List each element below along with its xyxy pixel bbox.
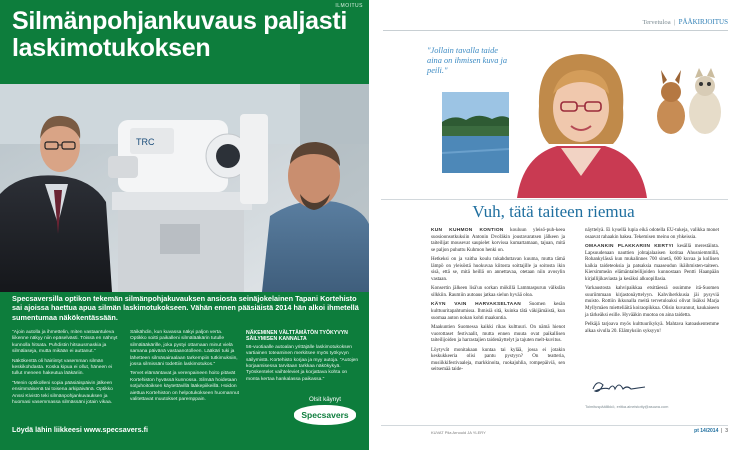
page-footer: pt 14/2014 | 3: [694, 428, 728, 434]
article-paragraph: KÄYN VAIN HARVAKSELTAAN Suomen kesän kulttuuritapahtumissa. Ihmisiä sitä, kuinka tätä väkijämäistä, kun suomaa auton nokan kohti maakuntia.: [431, 302, 565, 321]
kicker-section: Tervetuloa: [642, 19, 671, 26]
ad-paragraph: Säikähdin, kun kuvassa näkyi paljon verta. Optikko soitti paikalleni silmälääkärin tutulle silmälääkärille, joka pystyi ottamaan minut vielä samana päivänä vastaanotolleen. Lääkäri tuki ja lähetteen silmäsairaalaan tarkempiin tutkimuksiin, jossa silmissäni todettiin laskimotukos.": [130, 330, 238, 368]
article-title: Vuh, tätä taiteen riemua: [472, 202, 635, 221]
photo-credit: KUVAT Piia Arnould JA YLERY: [431, 430, 486, 435]
kicker-label: PÄÄKIRJOITUS: [678, 18, 728, 26]
pull-quote: "Jollain tavalla taide aina on ihmisen kuva ja peili.": [427, 46, 508, 75]
article-paragraph: Varkaustosta kahvipaikkaa etsittäessä osuimme itä-Suomen suuriimmaan kirjastonäyttelyyn. Kahviherkkusia jäi pysyviä muisto. Rottiin ikkunalla meitä tervetuloaksi olivat lisäksi Marja Myllymäen mietteliäitä koiraopikkua. Olisin kuvannut, kaukaiseen ja tärkeäksi esille. Hyvääkin muotoa on aina taidetta.: [585, 286, 719, 318]
editorial-page: [369, 0, 738, 450]
title-divider: [381, 199, 728, 200]
ad-paragraph: "Menin optikolleni sopia pääsiäispäivin jälkeen ensimmäisenä tai toisena arkipäivänä. Optikko Anssi Kivistö teki silmänpohjankuvauksen ja huomasi vasemmassa silmässäni jotain vikaa.: [12, 380, 113, 406]
kicker-divider: [383, 30, 728, 31]
article-paragraph: Hetkeksi on ja vaitha koulu tukahduttavan kuuma, mutta tämä lämpö on yleisöstä huokuvaa kiitosta soittajille ja soitosta ikin sisä, että se, mitä heillä on annettavaa, otetaan niin avosylin vastaan.: [431, 257, 565, 282]
svg-text:TRC: TRC: [136, 137, 155, 147]
ad-column-2: [130, 330, 240, 406]
ad-website-link[interactable]: Löydä lähin liikkeesi www.specsavers.fi: [12, 425, 148, 434]
footer-divider: [381, 425, 728, 426]
article-paragraph: OMAANKIN PLAKKARIIN KERTYI kesällä merestäinta. Lapsuudenaan nauttien johtajalaaisen kotitaa Ahusniemmillä, Rohankylässä kun mukalinnes 700 sinetä, 600 kuvaa ja kollisen kaikia taideteoksia ja patsaksia maaseudun ikäihmisten-taiteen. Kiersimmeän elämäntaiteilijoiden kunnostaan Pentti Haanpään kirjallijikaviasta ja kesäksi alkuopillasia.: [585, 244, 719, 282]
author-email[interactable]: Toimituspäällikkö, eritka.aineistotty@asuwa.com: [585, 404, 669, 409]
section-kicker: Tervetuloa | PÄÄKIRJOITUS: [642, 18, 728, 26]
ad-headline: Silmänpohjankuvaus paljasti laskimotukoksen: [12, 7, 348, 62]
ad-photo: [0, 84, 369, 292]
ad-tag: ILMOITUS: [335, 3, 363, 9]
ad-brand: [292, 396, 358, 425]
ceramic-figurines-photo: [647, 62, 729, 138]
article-paragraph: Pelkäjä tarjoava myös kulttuurikykyä. Mahtava katoaskentemme alkaa sivulla 20. Elämyksiin syksyyn!: [585, 322, 719, 334]
ad-column-3: [246, 330, 361, 386]
article-paragraph: Maakuntien Suomessa kaikki rikas kulttuuri. On nämä hienot vuorottaset festivaalit, mutta ennen muuta ovat paikallisen taiteilijoiden ja harrastajien taidenäyttelyt ja tajuten melt-kuvitus.: [431, 325, 565, 344]
ad-brand-caption: Olsit käynyt: [309, 396, 341, 403]
ad-subheading: NÄKEMINEN VÄLTTÄMÄTÖN TYÖKYVYN SÄILYMISEN KANNALTA: [246, 330, 348, 343]
landscape-photo: [441, 91, 511, 175]
ad-paragraph: 56-vuotiaalle autoalan yrittäjälle laskimotukoksen vartiainen toteaminen merkitsee myös työkyvyn säilymistä. Kortehisto korjaa ja myy autoja. "Autojen korjaamisessa tarvitaan tarkkaa näkökykyä. Työskentelet vaihteleviet ja korjattava kohta on monta kertaa hankalassa paikassa.": [246, 344, 359, 382]
ad-paragraph: "Ajoin autolla ja ihmettelin, miten vastaantuleva liikenne näkyy niin epäselvästi. Töissä en nähnyt kunnolla hitsata. Puhdistin hitsausmaskia ja silmälaseja, mutta mikään ei auttanut.": [12, 330, 118, 355]
author-signature: [589, 375, 649, 397]
page-number: 3: [725, 428, 728, 434]
author-portrait: [509, 36, 653, 198]
ad-paragraph: Tervet elämäntavat ja verenpaineen hoito pitävät Kortehiston hyvässä kunnossa. Silmää hoidetaan sotjuhoitoiksen käytettävillä lääkepiikeillä. Hoidon aiettua Kortehiston on helpotukokseen huomannut valitettavat muutokset paremppain.: [130, 371, 240, 403]
specsavers-logo[interactable]: Specsavers: [294, 405, 355, 425]
ad-column-1: [12, 330, 122, 409]
article-paragraph: Löytyvät monitakaan kuntaa tai kylää, jossa ei jotakin keskukkeeria olisi pantu pystyyn? On teatteria, musiikkifestivaaleja, markkinoita, ruokajuhlia, rompepäiviä, sen seitsemää taide-: [431, 347, 565, 373]
article-paragraph: Konsertin jälkeen lisä'un sorkan mökillä Lammaspurun välkslän silkkiin. Raumiin autoaus jatkaa sielun hyvää oloa.: [431, 286, 565, 298]
article-paragraph: näyttelyä. Ei kysellä lupia eikä odotella EU-tukeja, valikka monet osaavat rahaakin hakea. Tekemisen meinu on yhkeissia.: [585, 228, 719, 240]
article-paragraph: KUN KUHMON KONTION kouluun yleisö-puh-keea suosioonsotkuksiin Antonin Dvořákin joustavaratsen jälkeen ja taiteilijat mousevat saupielet korvissa kumartamaan, tajuan, mitä se paljon puhuttu Kuhmon henki on.: [431, 228, 565, 253]
ad-lead: Specsaversilla optikon tekemän silmänpohjakuvauksen ansiosta seinäjokelainen Tapani Kortehisto sai ajoissa haettua apua silmän laskimotukokseen. Vähän ennen pääsiäistä 2014 hän alkoi ihmetellä sumentumaa näkökentässään.: [12, 294, 359, 322]
article-column-1: [431, 228, 565, 377]
article-column-2: [585, 228, 719, 338]
issue-label: pt 14/2014: [694, 428, 719, 434]
ad-paragraph: Näkökenttä oli häiriintyt vasemman silmän keskikohdasta. Koska kipua ei ollut, häneen ei tullut meneen hakeutua lääkäriin.: [12, 358, 113, 377]
